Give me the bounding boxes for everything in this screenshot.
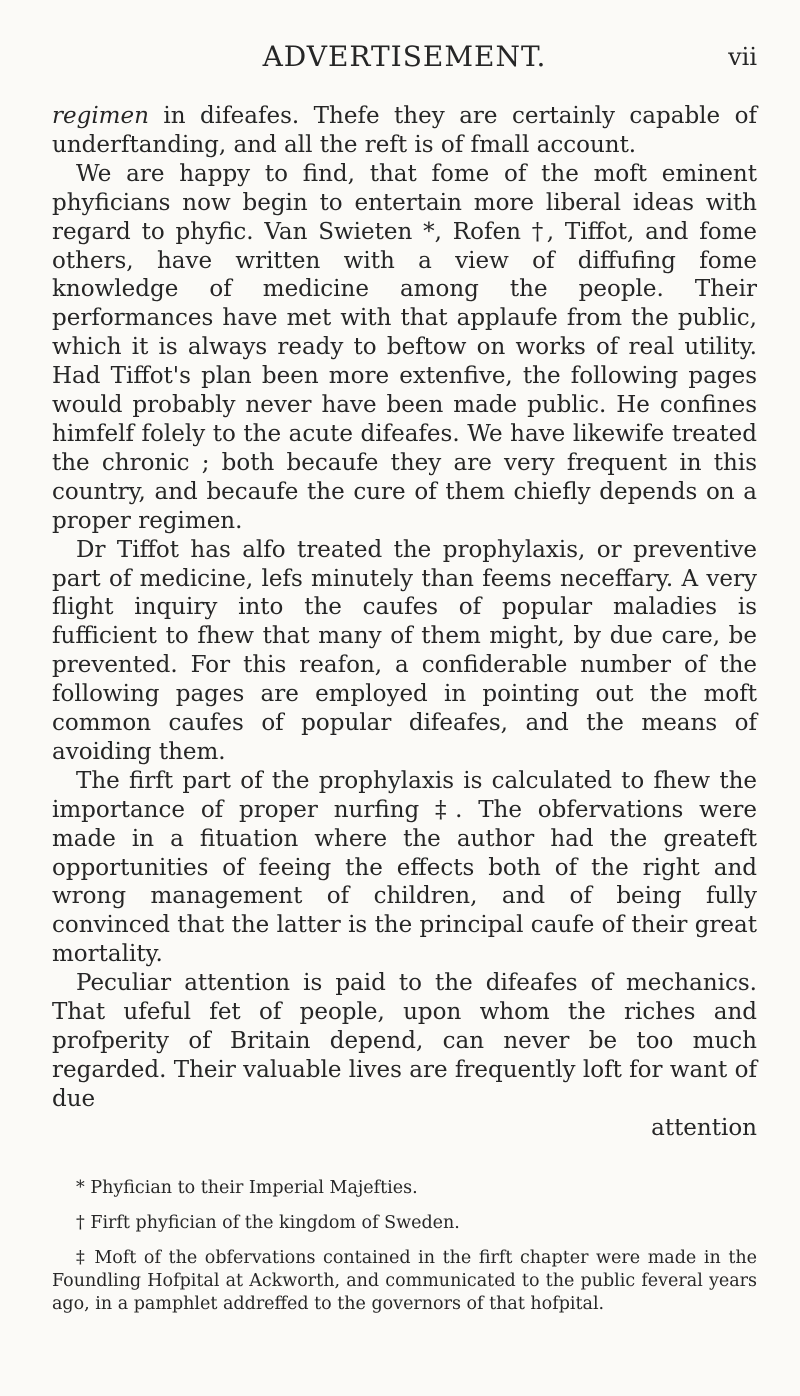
italic-lead-word: regimen xyxy=(52,103,149,129)
footnotes xyxy=(52,1177,757,1316)
paragraph: Peculiar attention is paid to the difeafes of mechanics. That ufeful fet of people, upon whom the riches and profperity of Britain depend, can never be too much regarded. Their valuable lives are frequently loft for want of due xyxy=(52,970,757,1112)
running-head xyxy=(52,40,757,88)
page-title: ADVERTISEMENT. xyxy=(262,40,547,73)
footnote: ‡ Moft of the obfervations contained in the firft chapter were made in the Foundling Hofpital at Ackworth, and communicated to the public feveral years ago, in a pamphlet addreffed to the governors of that hofpital. xyxy=(52,1247,757,1314)
book-page xyxy=(52,40,757,1370)
paragraph-text: in difeafes. Thefe they are certainly capable of underftanding, and all the reft is of fmall account. xyxy=(52,103,757,158)
page-number: vii xyxy=(728,43,757,71)
footnote: † Firft phyfician of the kingdom of Sweden. xyxy=(76,1212,460,1233)
paragraph: We are happy to find, that fome of the moft eminent phyficians now begin to entertain more liberal ideas with regard to phyfic. Van Swieten *, Rofen †, Tiffot, and fome others, have written with a view of diffufing fome knowledge of medicine among the people. Their performances have met with that applaufe from the public, which it is always ready to beftow on works of real utility. Had Tiffot's plan been more extenfive, the following pages would probably never have been made public. He confines himfelf folely to the acute difeafes. We have likewife treated the chronic ; both becaufe they are very frequent in this country, and becaufe the cure of them chiefly depends on a proper regimen. xyxy=(52,160,757,534)
catchword: attention xyxy=(651,1114,757,1141)
paragraph xyxy=(52,102,757,160)
paragraph: Dr Tiffot has alfo treated the prophylaxis, or preventive part of medicine, lefs minutely than feems neceffary. A very flight inquiry into the caufes of popular maladies is fufficient to fhew that many of them might, by due care, be prevented. For this reafon, a confiderable number of the following pages are employed in pointing out the moft common caufes of popular difeafes, and the means of avoiding them. xyxy=(52,536,757,765)
paragraph: The firft part of the prophylaxis is calculated to fhew the importance of proper nurfing ‡. The obfervations were made in a fituation where the author had the greateft opportunities of feeing the effects both of the right and wrong management of children, and of being fully convinced that the latter is the principal caufe of their great mortality. xyxy=(52,767,757,968)
footnote: * Phyfician to their Imperial Majefties. xyxy=(76,1177,418,1198)
body-text xyxy=(52,102,757,1114)
